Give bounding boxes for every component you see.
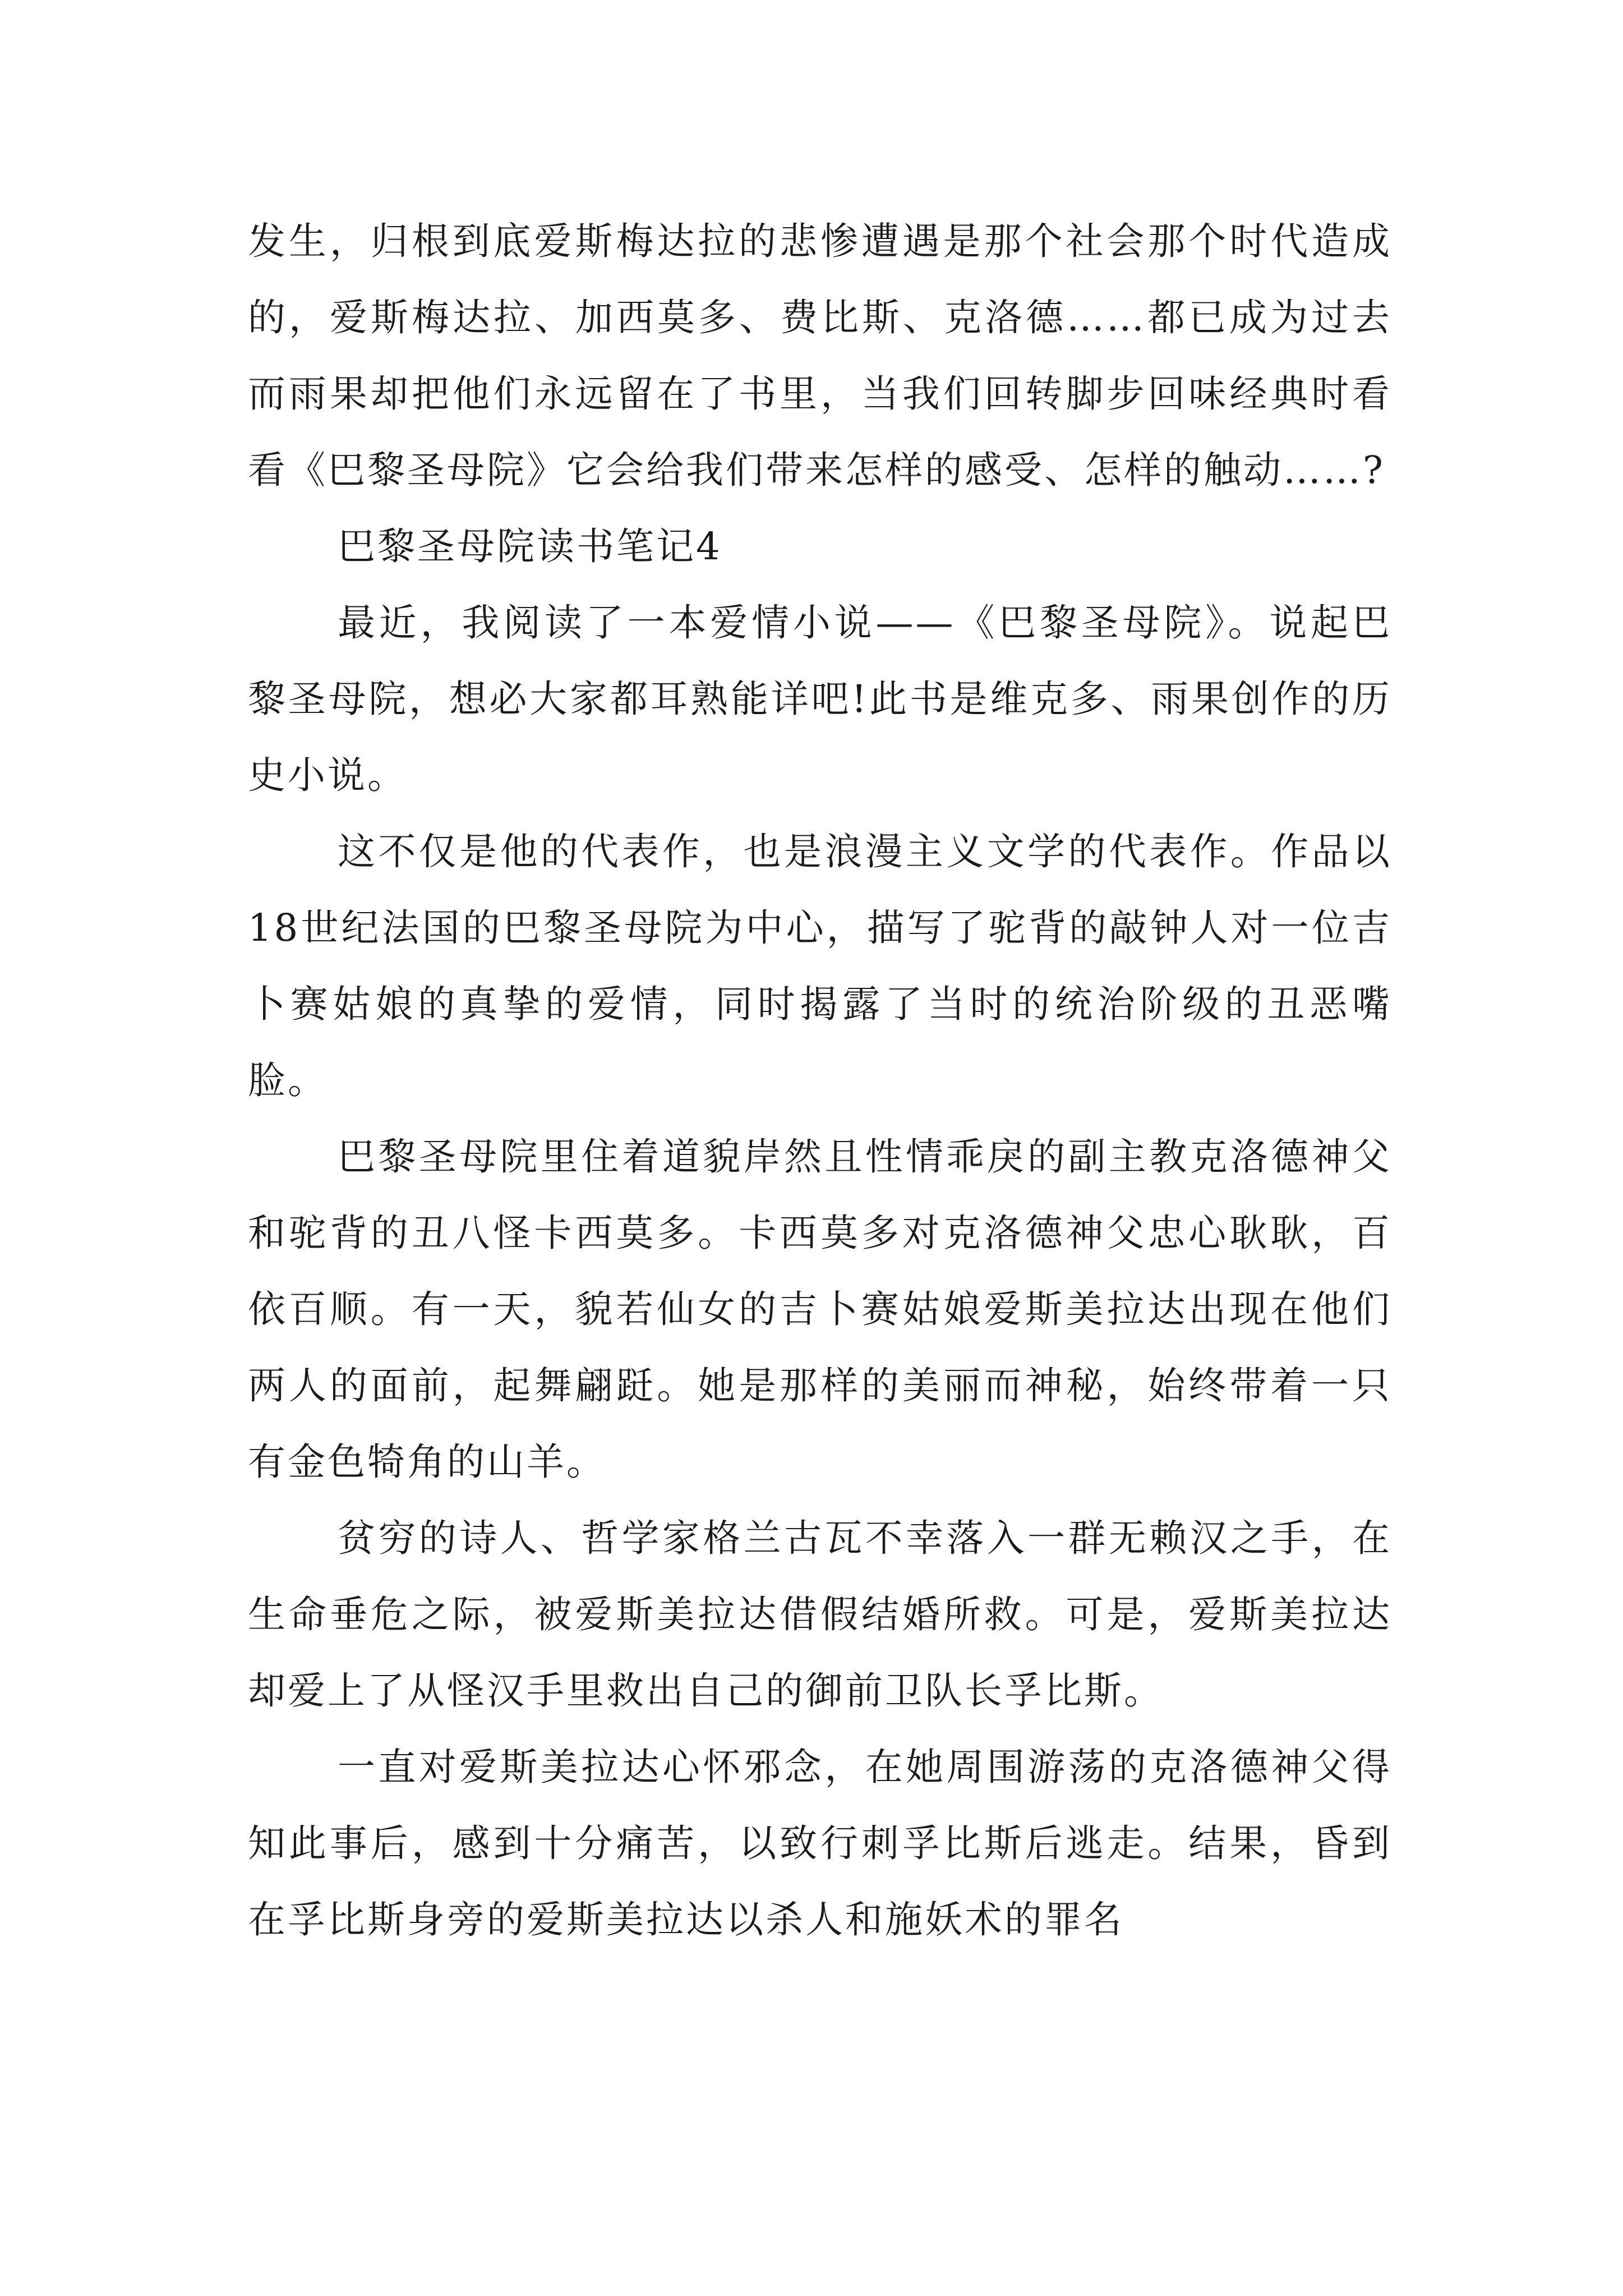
document-body (248, 203, 1392, 1958)
paragraph-claude: 一直对爱斯美拉达心怀邪念，在她周围游荡的克洛德神父得知此事后，感到十分痛苦，以致行刺孚比斯后逃走。结果，昏到在孚比斯身旁的爱斯美拉达以杀人和施妖术的罪名 (248, 1745, 1392, 1941)
paragraph-continuation: 发生，归根到底爱斯梅达拉的悲惨遭遇是那个社会那个时代造成的，爱斯梅达拉、加西莫多、费比斯、克洛德……都已成为过去而雨果却把他们永远留在了书里，当我们回转脚步回味经典时看看《巴黎圣母院》它会给我们带来怎样的感受、怎样的触动……? (248, 219, 1392, 492)
paragraph-poet: 贫穷的诗人、哲学家格兰古瓦不幸落入一群无赖汉之手，在生命垂危之际，被爱斯美拉达借假结婚所救。可是，爱斯美拉达却爱上了从怪汉手里救出自己的御前卫队长孚比斯。 (248, 1516, 1392, 1713)
paragraph-theme: 这不仅是他的代表作，也是浪漫主义文学的代表作。作品以18世纪法国的巴黎圣母院为中心，描写了驼背的敲钟人对一位吉卜赛姑娘的真挚的爱情，同时揭露了当时的统治阶级的丑恶嘴脸。 (248, 830, 1392, 1102)
paragraph-intro: 最近，我阅读了一本爱情小说——《巴黎圣母院》。说起巴黎圣母院，想必大家都耳熟能详吧!此书是维克多、雨果创作的历史小说。 (248, 601, 1392, 797)
section-heading: 巴黎圣母院读书笔记4 (338, 524, 722, 568)
paragraph-characters: 巴黎圣母院里住着道貌岸然且性情乖戾的副主教克洛德神父和驼背的丑八怪卡西莫多。卡西莫多对克洛德神父忠心耿耿，百依百顺。有一天，貌若仙女的吉卜赛姑娘爱斯美拉达出现在他们两人的面前，起舞翩跹。她是那样的美丽而神秘，始终带着一只有金色犄角的山羊。 (248, 1135, 1392, 1484)
